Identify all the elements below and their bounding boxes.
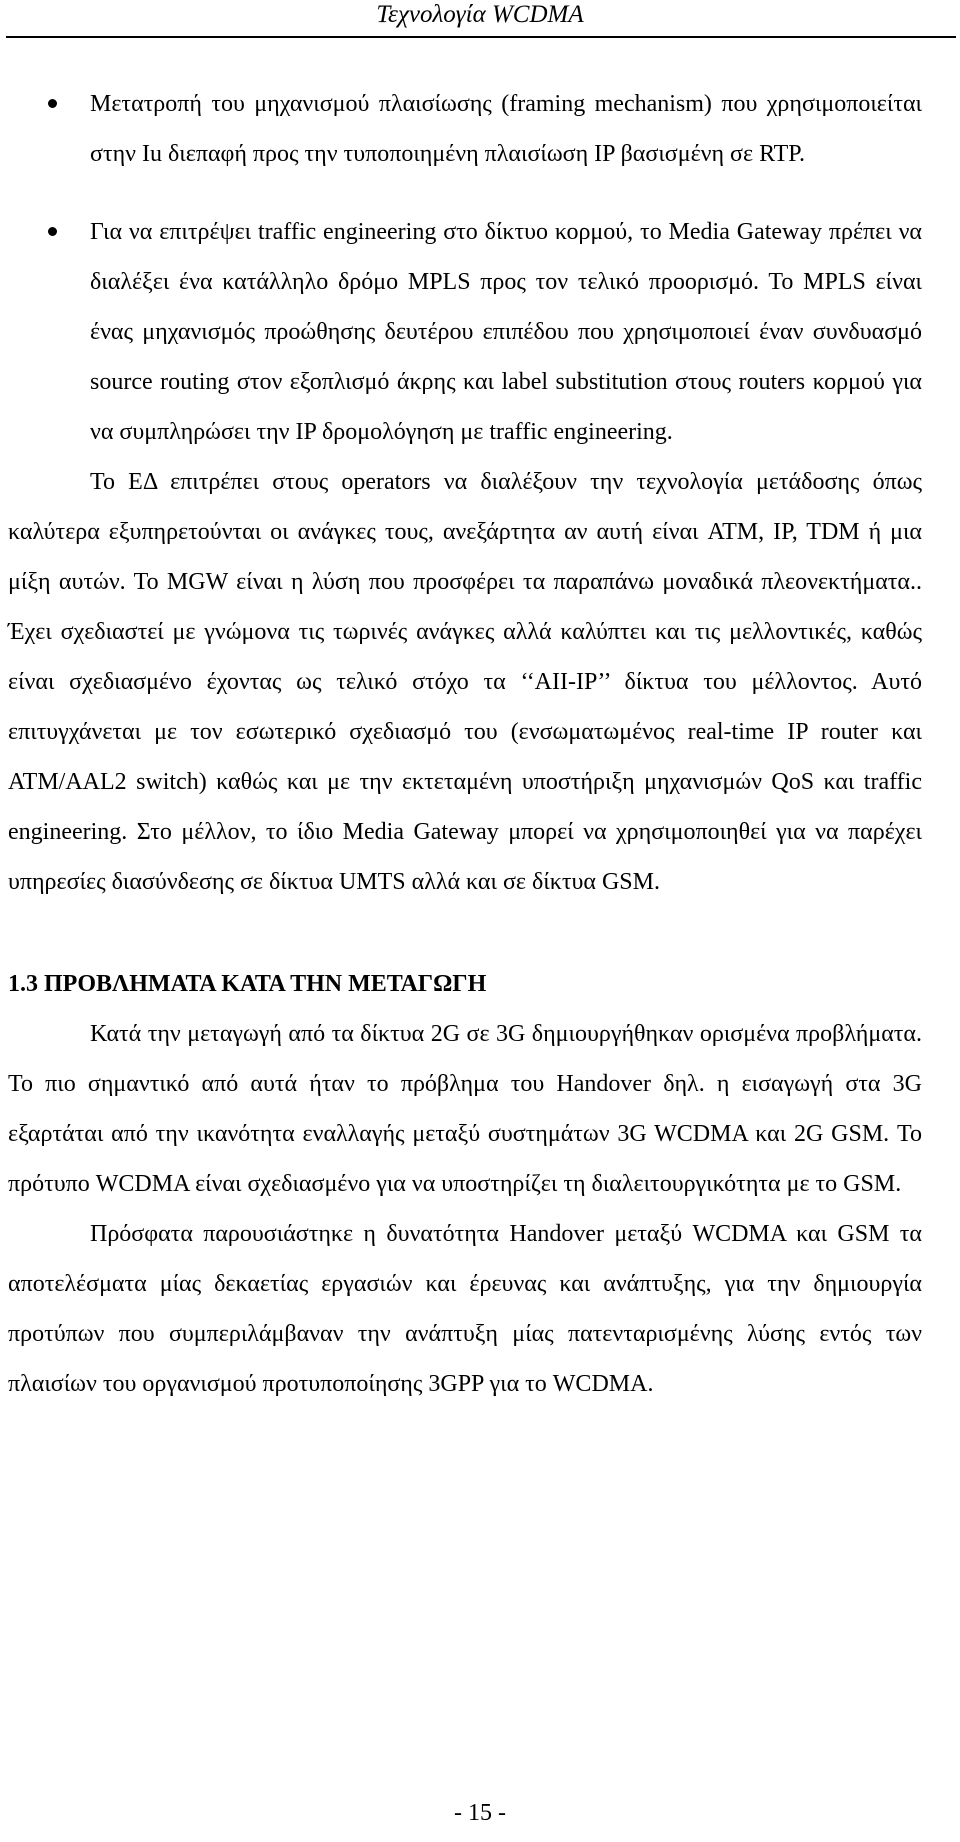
bullet-icon [48, 99, 57, 108]
bullet-text: Μετατροπή του μηχανισμού πλαισίωσης (framing mechanism) που χρησιμοποιείται στην Iu διεπαφή προς την τυποποιημένη πλαισίωση IP βασισμένη σε RTP. [90, 91, 922, 167]
bullet-icon [48, 227, 57, 236]
page-number: - 15 - [454, 1800, 506, 1826]
running-header-title: Τεχνολογία WCDMA [376, 1, 584, 28]
bullet-list [8, 79, 922, 457]
paragraph-handover-problem: Κατά την μεταγωγή από τα δίκτυα 2G σε 3G δημιουργήθηκαν ορισμένα προβλήματα. Το πιο σημαντικό από αυτά ήταν το πρόβλημα του Handover δηλ. η εισαγωγή στα 3G εξαρτάται από την ικανότητα εναλλαγής μεταξύ συστημάτων 3G WCDMA και 2G GSM. Το πρότυπο WCDMA είναι σχεδιασμένο για να υποστηρίζει τη διαλειτουργικότητα με το GSM. [8, 1021, 922, 1197]
paragraph-handover-recent: Πρόσφατα παρουσιάστηκε η δυνατότητα Handover μεταξύ WCDMA και GSM τα αποτελέσματα μίας δεκαετίας εργασιών και έρευνας και ανάπτυξης, για την δημιουργία προτύπων που συμπεριλάμβαναν την ανάπτυξη μίας πατενταρισμένης λύσης εντός των πλαισίων του οργανισμού προτυποποίησης 3GPP για το WCDMA. [8, 1221, 922, 1397]
paragraph-ed-operators: Το ΕΔ επιτρέπει στους operators να διαλέξουν την τεχνολογία μετάδοσης όπως καλύτερα εξυπηρετούνται οι ανάγκες τους, ανεξάρτητα αν αυτή είναι ATM, IP, TDM ή μια μίξη αυτών. Το MGW είναι η λύση που προσφέρει τα παραπάνω μοναδικά πλεονεκτήματα.. Έχει σχεδιαστεί με γνώμονα τις τωρινές ανάγκες αλλά καλύπτει και τις μελλοντικές, καθώς είναι σχεδιασμένο έχοντας ως τελικό στόχο τα ‘‘AII-IP’’ δίκτυα του μέλλοντος. Αυτό επιτυγχάνεται με τον εσωτερικό σχεδιασμό του (ενσωματωμένος real-time IP router και ATM/AAL2 switch) καθώς και με την εκτεταμένη υποστήριξη μηχανισμών QoS και traffic engineering. Στο μέλλον, το ίδιο Media Gateway μπορεί να χρησιμοποιηθεί για να παρέχει υπηρεσίες διασύνδεσης σε δίκτυα UMTS αλλά και σε δίκτυα GSM. [8, 469, 922, 895]
section-heading: 1.3 ΠΡΟΒΛΗΜΑΤΑ ΚΑΤΑ ΤΗΝ ΜΕΤΑΓΩΓΗ [8, 971, 487, 997]
bullet-item-mpls [8, 207, 922, 457]
bullet-item-framing [8, 79, 922, 179]
page-body [8, 79, 922, 1409]
bullet-text: Για να επιτρέψει traffic engineering στο δίκτυο κορμού, το Media Gateway πρέπει να διαλέξει ένα κατάλληλο δρόμο MPLS προς τον τελικό προορισμό. Το MPLS είναι ένας μηχανισμός προώθησης δευτέρου επιπέδου που χρησιμοποιεί έναν συνδυασμό source routing στον εξοπλισμό άκρης και label substitution στους routers κορμού για να συμπληρώσει την IP δρομολόγηση με traffic engineering. [90, 219, 922, 445]
header-rule [6, 36, 956, 38]
